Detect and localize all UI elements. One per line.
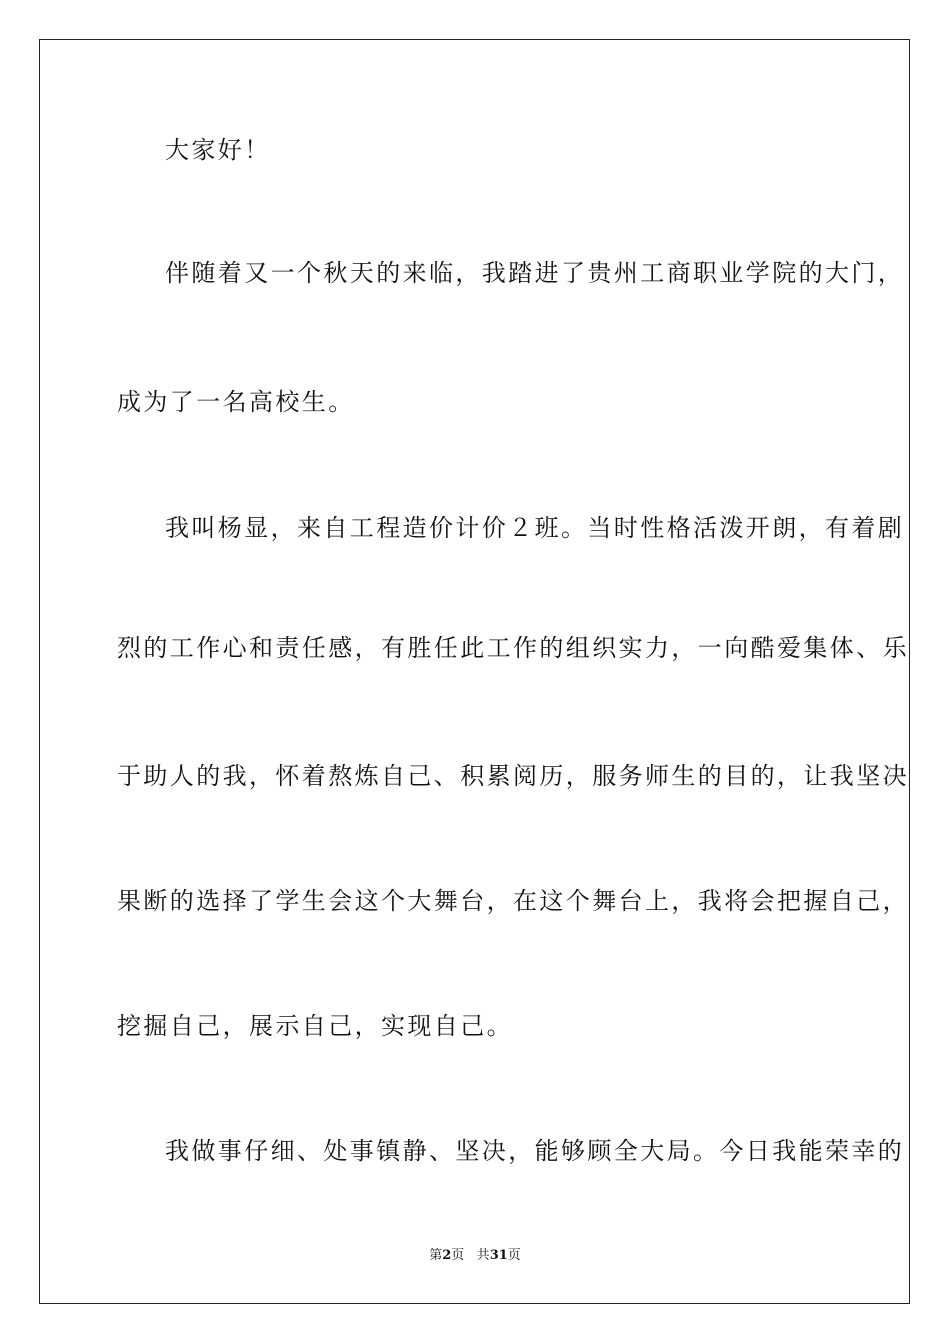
page-number: 2 xyxy=(442,1248,452,1263)
paragraph-2-line-1: 我叫杨显，来自工程造价计价２班。当时性格活泼开朗，有着剧 xyxy=(165,514,905,542)
paragraph-1-line-1: 伴随着又一个秋天的来临，我踏进了贵州工商职业学院的大门， xyxy=(165,259,905,287)
page-suffix: 页 xyxy=(451,1248,465,1263)
paragraph-1-line-2: 成为了一名高校生。 xyxy=(117,388,355,416)
total-prefix: 共 xyxy=(476,1248,490,1263)
page-prefix: 第 xyxy=(429,1248,443,1263)
paragraph-2-line-2: 烈的工作心和责任感，有胜任此工作的组织实力，一向酷爱集体、乐 xyxy=(117,634,909,662)
paragraph-3-line-1: 我做事仔细、处事镇静、坚决，能够顾全大局。今日我能荣幸的 xyxy=(165,1137,905,1165)
page-border xyxy=(39,39,910,1304)
paragraph-2-line-5: 挖掘自己，展示自己，实现自己。 xyxy=(117,1012,513,1040)
paragraph-2-line-3: 于助人的我，怀着熬炼自己、积累阅历，服务师生的目的，让我坚决 xyxy=(117,762,909,790)
page-footer xyxy=(0,1247,950,1265)
paragraph-2-line-4: 果断的选择了学生会这个大舞台，在这个舞台上，我将会把握自己， xyxy=(117,887,909,915)
total-pages: 31 xyxy=(489,1248,508,1263)
total-suffix: 页 xyxy=(507,1248,521,1263)
greeting-line: 大家好！ xyxy=(165,136,271,164)
